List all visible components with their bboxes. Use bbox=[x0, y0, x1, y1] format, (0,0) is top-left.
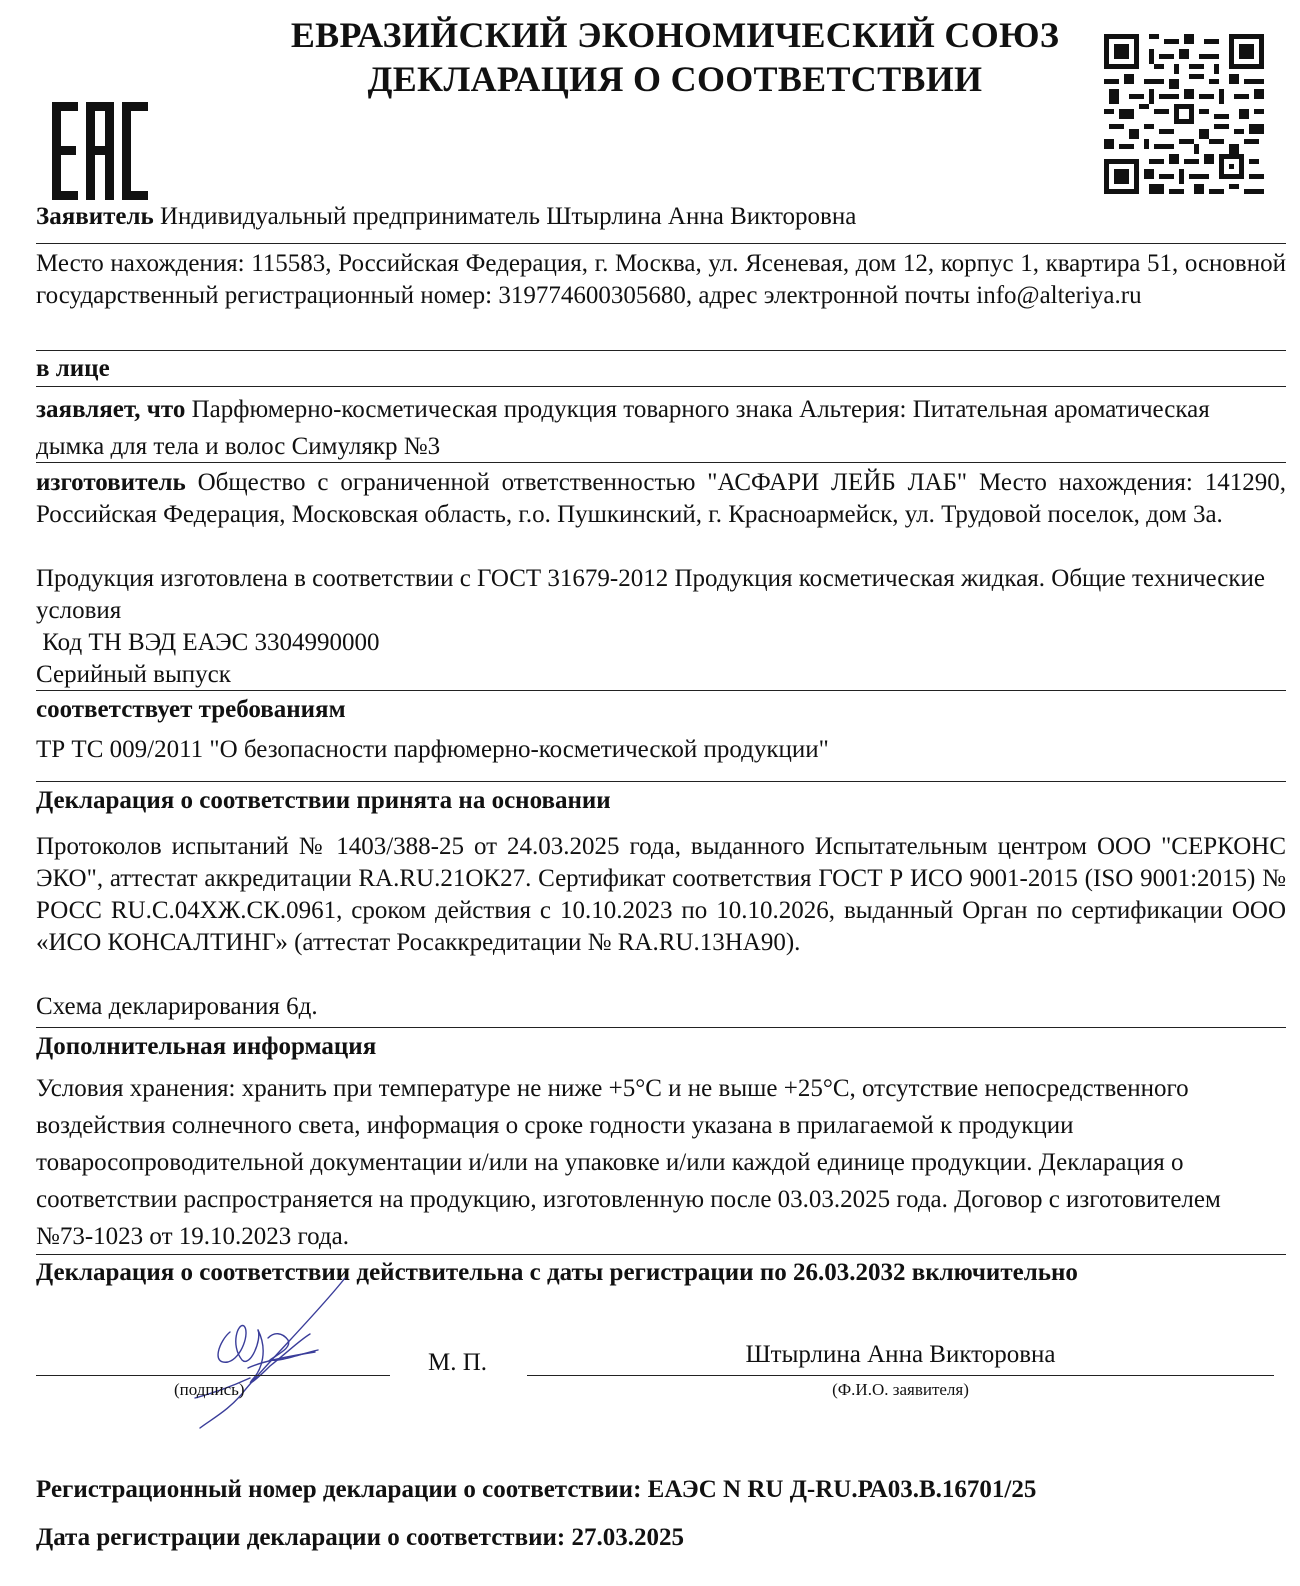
registration-date: 27.03.2025 bbox=[571, 1524, 684, 1551]
validity-text: Декларация о соответствии действительна с даты регистрации по 26.03.2032 включительно bbox=[36, 1259, 1078, 1286]
signature-line bbox=[36, 1375, 390, 1376]
additional-value: Условия хранения: хранить при температуре не ниже +5°С и не выше +25°С, отсутствие непосредственного воздействия солнечного света, информация о сроке годности указана в прилагаемой к продукции товаросопроводительной документации и/или на упаковке и/или каждой единице продукции. Декларация о соответствии распространяется на продукцию, изготовленную после 03.03.2025 года. Договор с изготовителем №73-1023 от 19.10.2023 года. bbox=[36, 1075, 1221, 1250]
manufacturer-value: Общество с ограниченной ответственностью "АСФАРИ ЛЕЙБ ЛАБ" Место нахождения: 141290, Российская Федерация, Московская область, г.о. Пушкинский, г. Красноармейск, ул. Трудовой поселок, дом 3а. bbox=[36, 469, 1286, 528]
divider bbox=[36, 462, 1286, 463]
divider bbox=[36, 350, 1286, 351]
manufacturer-standard: Продукция изготовлена в соответствии с ГОСТ 31679-2012 Продукция косметическая жидкая. Общие технические условия bbox=[36, 565, 1265, 624]
additional-row bbox=[36, 1031, 1286, 1063]
name-line bbox=[527, 1375, 1274, 1376]
requirements-label: соответствует требованиям bbox=[36, 696, 346, 723]
applicant-label: Заявитель bbox=[36, 203, 154, 230]
basis-label: Декларация о соответствии принята на основании bbox=[36, 787, 611, 814]
declares-label: заявляет, что bbox=[36, 396, 186, 423]
registration-number: ЕАЭС N RU Д-RU.РА03.В.16701/25 bbox=[647, 1476, 1037, 1503]
divider bbox=[36, 243, 1286, 244]
declares-row bbox=[36, 391, 1216, 465]
requirements-value: ТР ТС 009/2011 "О безопасности парфюмерно-косметической продукции" bbox=[36, 736, 829, 763]
signature-caption: (подпись) bbox=[174, 1380, 245, 1399]
requirements-row bbox=[36, 694, 1286, 726]
signature-graphic bbox=[150, 1270, 350, 1440]
declares-value: Парфюмерно-косметическая продукция товарного знака Альтерия: Питательная ароматическая дымка для тела и волос Симулякр №3 bbox=[36, 396, 1210, 460]
qr-code-icon bbox=[1104, 34, 1264, 194]
manufacturer-tn-ved: Код ТН ВЭД ЕАЭС 3304990000 bbox=[36, 629, 380, 656]
divider bbox=[36, 1254, 1286, 1255]
eac-logo bbox=[50, 100, 150, 202]
header-title-2: ДЕКЛАРАЦИЯ О СООТВЕТСТВИИ bbox=[367, 59, 983, 99]
additional-label: Дополнительная информация bbox=[36, 1033, 377, 1060]
basis-scheme: Схема декларирования 6д. bbox=[36, 993, 318, 1020]
divider bbox=[36, 690, 1286, 691]
divider bbox=[36, 1027, 1286, 1028]
applicant-row bbox=[36, 201, 1286, 233]
divider bbox=[36, 781, 1286, 782]
in-person-row bbox=[36, 353, 1286, 385]
stamp-label: М. П. bbox=[428, 1349, 488, 1376]
name-caption: (Ф.И.О. заявителя) bbox=[832, 1380, 969, 1399]
registration-date-row bbox=[36, 1522, 1286, 1554]
header-title-1: ЕВРАЗИЙСКИЙ ЭКОНОМИЧЕСКИЙ СОЮЗ bbox=[290, 15, 1060, 55]
manufacturer-row bbox=[36, 467, 1286, 531]
applicant-value: Индивидуальный предприниматель Штырлина Анна Викторовна bbox=[160, 203, 857, 230]
registration-date-label: Дата регистрации декларации о соответствии: bbox=[36, 1524, 566, 1551]
divider bbox=[36, 386, 1286, 387]
applicant-address: Место нахождения: 115583, Российская Федерация, г. Москва, ул. Ясеневая, дом 12, корпус 1, квартира 51, основной государственный регистрационный номер: 319774600305680, адрес электронной почты info@alteriya.ru bbox=[36, 250, 1286, 309]
basis-value: Протоколов испытаний № 1403/388-25 от 24.03.2025 года, выданного Испытательным центром ООО "СЕРКОНС ЭКО", аттестат аккредитации RA.RU.21ОК27. Сертификат соответствия ГОСТ Р ИСО 9001-2015 (ISO 9001:2015) № РОСС RU.С.04ХЖ.СК.0961, сроком действия с 10.10.2023 по 10.10.2026, выданный Орган по сертификации ООО «ИСО КОНСАЛТИНГ» (аттестат Росаккредитации № RA.RU.13НА90). bbox=[36, 833, 1286, 956]
manufacturer-label: изготовитель bbox=[36, 469, 186, 496]
registration-number-label: Регистрационный номер декларации о соответствии: bbox=[36, 1476, 642, 1503]
in-person-label: в лице bbox=[36, 355, 110, 382]
manufacturer-serial: Серийный выпуск bbox=[36, 661, 231, 688]
registration-number-row bbox=[36, 1474, 1286, 1506]
basis-row bbox=[36, 785, 1286, 817]
applicant-name: Штырлина Анна Викторовна bbox=[745, 1341, 1056, 1368]
